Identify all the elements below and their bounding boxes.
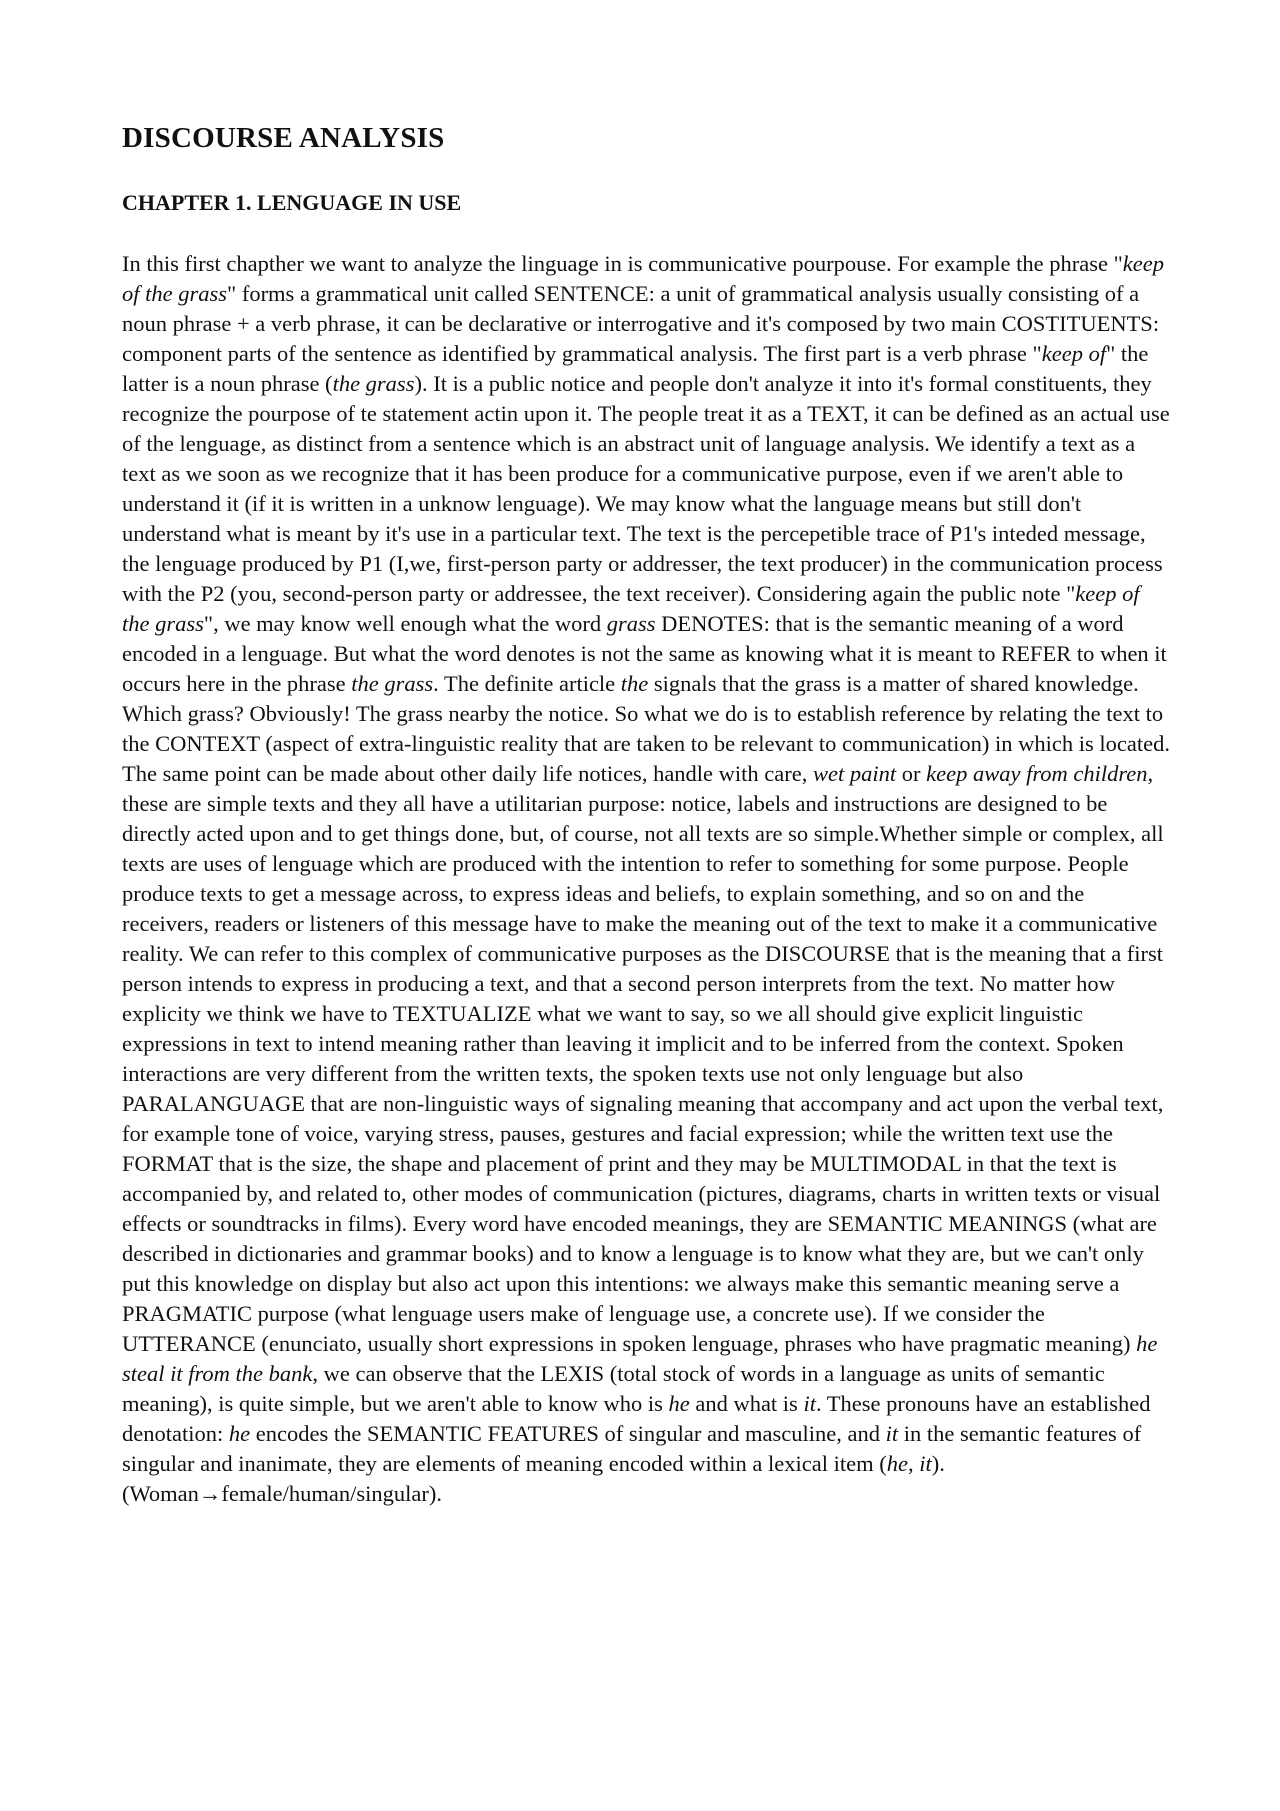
- text-run: In this first chapther we want to analyze the linguage in is communicative pourpouse. For example the phrase ": [122, 251, 1123, 276]
- document-title: DISCOURSE ANALYSIS: [122, 122, 445, 154]
- italic-term: he: [228, 1421, 251, 1446]
- italic-term: it: [885, 1421, 899, 1446]
- italic-term: he: [886, 1451, 908, 1476]
- italic-term: keep away from children: [926, 761, 1148, 786]
- italic-term: keep of the grass: [122, 581, 1140, 636]
- italic-term: keep of the grass: [122, 251, 1164, 306]
- text-run: ). (Woman→female/human/singular).: [122, 1451, 945, 1506]
- text-run: " forms a grammatical unit called SENTENCE: a unit of grammatical analysis usually consisting of a noun phrase + a verb phrase, it can be declarative or interrogative and it's composed by two main COSTITUENTS: component parts of the sentence as identified by grammatical analysis. The first part is a verb phrase ": [122, 281, 1160, 366]
- italic-term: the: [620, 671, 649, 696]
- text-run: DENOTES: that is the semantic meaning of a word encoded in a lenguage. But what the word denotes is not the same as knowing what it is meant to REFER to when it occurs here in the phrase: [122, 611, 1167, 696]
- italic-term: the grass: [351, 671, 434, 696]
- text-run: encodes the SEMANTIC FEATURES of singular and masculine, and: [250, 1421, 886, 1446]
- text-run: ", we may know well enough what the word: [203, 611, 607, 636]
- text-run: ,: [907, 1451, 920, 1476]
- italic-term: he: [668, 1391, 690, 1416]
- text-run: . These pronouns have an established denotation:: [122, 1391, 1151, 1446]
- text-run: , these are simple texts and they all have a utilitarian purpose: notice, labels and instructions are designed to be directly acted upon and to get things done, but, of course, not all texts are so simple.Whether simple or complex, all texts are uses of lenguage which are produced with the intention to refer to something for some purpose. People produce texts to get a message across, to express ideas and beliefs, to explain something, and so on and the receivers, readers or listeners of this message have to make the meaning out of the text to make it a communicative reality. We can refer to this complex of communicative purposes as the DISCOURSE that is the meaning that a first person intends to express in producing a text, and that a second person interprets from the text. No matter how explicity we think we have to TEXTUALIZE what we want to say, so we all should give explicit linguistic expressions in text to intend meaning rather than leaving it implicit and to be inferred from the context. Spoken interactions are very different from the written texts, the spoken texts use not only lenguage but also PARALANGUAGE that are non-linguistic ways of signaling meaning that accompany and act upon the verbal text, for example tone of voice, varying stress, pauses, gestures and facial expression; while the written text use the FORMAT that is the size, the shape and placement of print and they may be MULTIMODAL in that the text is accompanied by, and related to, other modes of communication (pictures, diagrams, charts in written texts or visual effects or soundtracks in films). Every word have encoded meanings, they are SEMANTIC MEANINGS (what are described in dictionaries and grammar books) and to know a lenguage is to know what they are, but we can't only put this knowledge on display but also act upon this intentions: we always make this semantic meaning serve a PRAGMATIC purpose (what lenguage users make of lenguage use, a concrete use). If we consider the UTTERANCE (enunciato, usually short expressions in spoken lenguage, phrases who have pragmatic meaning): [122, 761, 1164, 1356]
- italic-term: keep of: [1041, 341, 1107, 366]
- italic-term: wet paint: [813, 761, 897, 786]
- italic-term: he steal it from the bank: [122, 1331, 1158, 1386]
- text-run: . The definite article: [433, 671, 621, 696]
- body-paragraph: [122, 249, 1170, 1509]
- text-run: " the latter is a noun phrase (: [122, 341, 1149, 396]
- text-run: , we can observe that the LEXIS (total stock of words in a language as units of semantic meaning), is quite simple, but we aren't able to know who is: [122, 1361, 1105, 1416]
- italic-term: it: [803, 1391, 816, 1416]
- text-run: in the semantic features of singular and inanimate, they are elements of meaning encoded within a lexical item (: [122, 1421, 1142, 1476]
- text-run: or: [896, 761, 927, 786]
- text-run: ). It is a public notice and people don't analyze it into it's formal constituents, they recognize the pourpose of te statement actin upon it. The people treat it as a TEXT, it can be defined as an actual use of the lenguage, as distinct from a sentence which is an abstract unit of language analysis. We identify a text as a text as we soon as we recognize that it has been produce for a communicative purpose, even if we aren't able to understand it (if it is written in a unknow lenguage). We may know what the language means but still don't understand what is meant by it's use in a particular text. The text is the percepetible trace of P1's inteded message, the lenguage produced by P1 (I,we, first-person party or addresser, the text producer) in the communication process with the P2 (you, second-person party or addressee, the text receiver). Considering again the public note ": [122, 371, 1170, 606]
- text-run: and what is: [689, 1391, 804, 1416]
- italic-term: it: [919, 1451, 932, 1476]
- italic-term: grass: [606, 611, 656, 636]
- text-run: signals that the grass is a matter of shared knowledge. Which grass? Obviously! The grass nearby the notice. So what we do is to establish reference by relating the text to the CONTEXT (aspect of extra-linguistic reality that are taken to be relevant to communication) in which is located. The same point can be made about other daily life notices, handle with care,: [122, 671, 1170, 786]
- chapter-title: CHAPTER 1. LENGUAGE IN USE: [122, 190, 462, 215]
- italic-term: the grass: [332, 371, 415, 396]
